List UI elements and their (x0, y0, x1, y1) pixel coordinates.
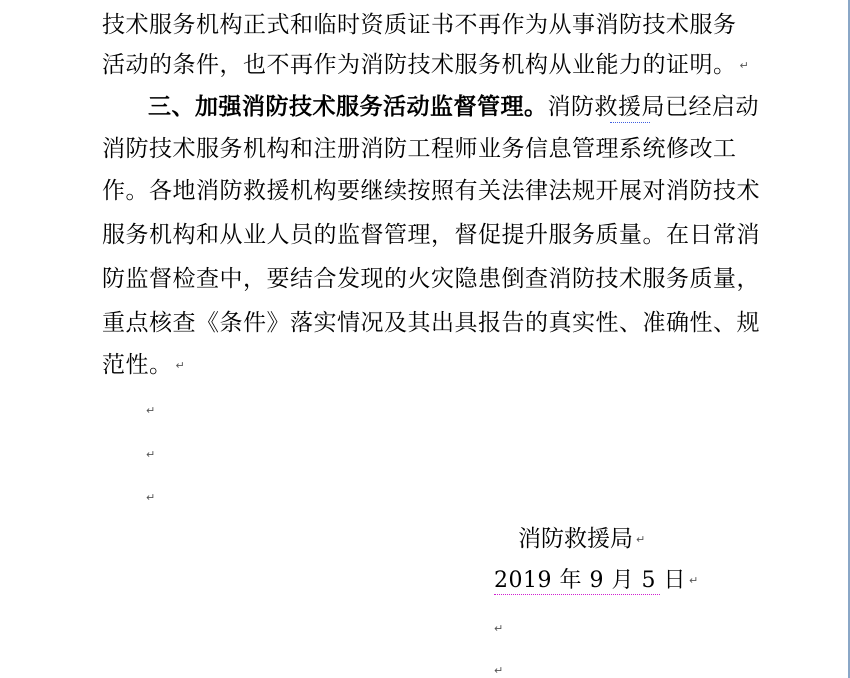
empty-paragraph-mark[interactable]: ↵ (494, 664, 504, 677)
section-three-first-line[interactable] (148, 92, 759, 122)
section-three-first-line-rest: 消防救援局已经启动 (547, 94, 759, 120)
paragraph-mark: ↵ (636, 533, 646, 546)
paragraph-mark: ↵ (175, 359, 186, 372)
spelling-underline (610, 120, 650, 123)
section-three-line-6[interactable] (102, 308, 760, 338)
body-line-1[interactable] (102, 10, 737, 40)
section-three-line-7[interactable] (102, 350, 185, 381)
paragraph-mark: ↵ (739, 59, 750, 72)
signature-date-text: 2019 年 9 月 5 日 (494, 568, 686, 593)
empty-paragraph-mark[interactable]: ↵ (146, 491, 156, 504)
section-three-line-3-text: 作。各地消防救援机构要继续按照有关法律法规开展对消防技术 (102, 178, 760, 204)
section-three-heading: 三、加强消防技术服务活动监督管理。 (148, 93, 548, 120)
section-three-line-2[interactable] (102, 134, 737, 164)
signature-issuer[interactable] (518, 524, 645, 555)
body-line-2-text: 活动的条件，也不再作为消防技术服务机构从业能力的证明。 (102, 52, 737, 78)
section-three-line-5[interactable] (102, 264, 760, 294)
section-three-line-3[interactable] (102, 176, 760, 206)
section-three-line-6-text: 重点核查《条件》落实情况及其出具报告的真实性、准确性、规 (102, 310, 760, 336)
empty-paragraph-mark[interactable]: ↵ (494, 622, 504, 635)
body-line-2[interactable] (102, 50, 749, 81)
section-three-line-7-text: 范性。 (102, 352, 173, 378)
grammar-underline (494, 592, 660, 595)
empty-paragraph-mark[interactable]: ↵ (146, 448, 156, 461)
empty-paragraph-mark[interactable]: ↵ (146, 404, 156, 417)
section-three-line-4[interactable] (102, 220, 760, 250)
section-three-line-5-text: 防监督检查中，要结合发现的火灾隐患倒查消防技术服务质量， (102, 266, 760, 292)
section-three-line-4-text: 服务机构和从业人员的监督管理，督促提升服务质量。在日常消 (102, 222, 760, 248)
section-three-line-2-text: 消防技术服务机构和注册消防工程师业务信息管理系统修改工 (102, 136, 737, 162)
paragraph-mark: ↵ (688, 574, 699, 587)
body-line-1-text: 技术服务机构正式和临时资质证书不再作为从事消防技术服务 (102, 12, 737, 38)
signature-issuer-text: 消防救援局 (518, 526, 633, 552)
